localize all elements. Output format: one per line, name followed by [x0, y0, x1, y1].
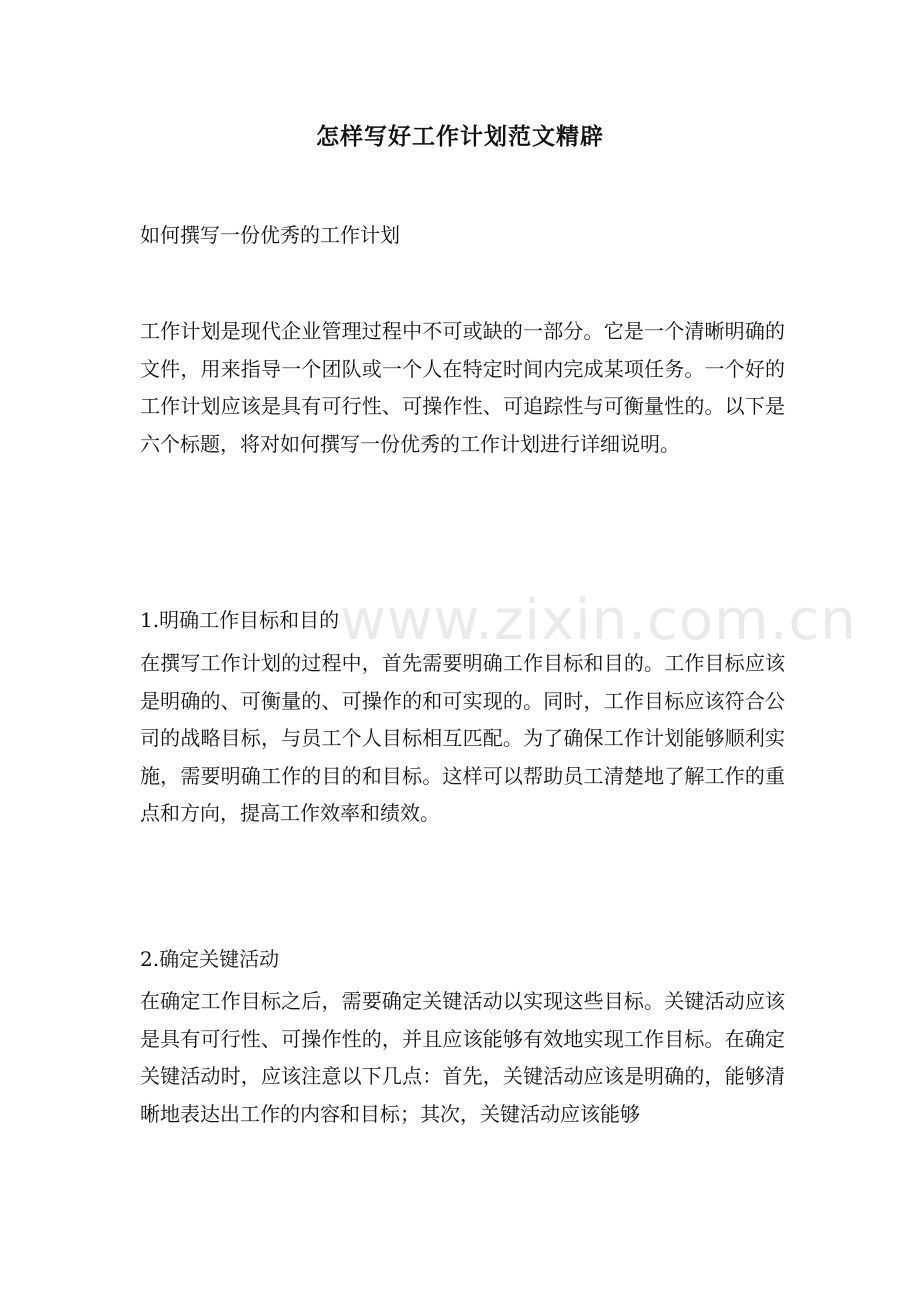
document-subtitle: 如何撰写一份优秀的工作计划 — [140, 223, 400, 247]
intro-paragraph: 工作计划是现代企业管理过程中不可或缺的一部分。它是一个清晰明确的文件，用来指导一个团队或一个人在特定时间内完成某项任务。一个好的工作计划应该是具有可行性、可操作性、可追踪性与可衡量性的。以下是六个标题，将对如何撰写一份优秀的工作计划进行详细说明。 — [140, 319, 785, 456]
section-heading-2: 2.确定关键活动 — [140, 947, 280, 971]
document-title: 怎样写好工作计划范文精辟 — [316, 123, 604, 150]
watermark: www.zixin.com.cn — [340, 588, 857, 653]
section-body-1: 在撰写工作计划的过程中，首先需要明确工作目标和目的。工作目标应该是明确的、可衡量的、可操作的和可实现的。同时，工作目标应该符合公司的战略目标，与员工个人目标相互匹配。为了确保工作计划能够顺利实施，需要明确工作的目的和目标。这样可以帮助员工清楚地了解工作的重点和方向，提高工作效率和绩效。 — [140, 651, 785, 825]
section-body-2: 在确定工作目标之后，需要确定关键活动以实现这些目标。关键活动应该是具有可行性、可操作性的，并且应该能够有效地实现工作目标。在确定关键活动时，应该注意以下几点：首先，关键活动应该是明确的，能够清晰地表达出工作的内容和目标；其次，关键活动应该能够 — [140, 989, 785, 1126]
section-heading-1: 1.明确工作目标和目的 — [140, 608, 340, 632]
